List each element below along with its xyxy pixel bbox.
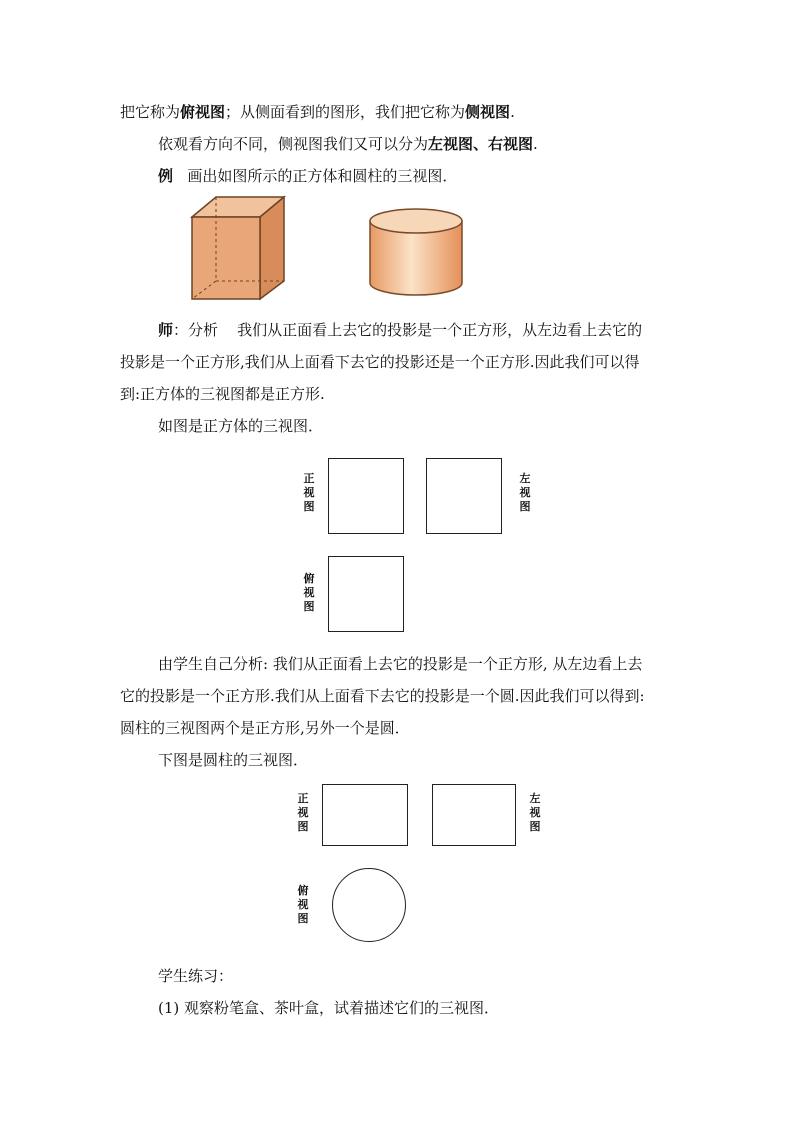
cube-drawing: [192, 197, 284, 299]
cylinder-drawing: [370, 209, 462, 295]
text-line-1: 把它称为俯视图；从侧面看到的图形，我们把它称为侧视图.: [120, 103, 515, 121]
practice-item-1: (1) 观察粉笔盒、茶叶盒，试着描述它们的三视图．: [158, 999, 500, 1017]
cube-left-view: [426, 458, 502, 534]
cylinder-top-view: [332, 868, 406, 942]
text-line-2: 依观看方向不同，侧视图我们又可以分为左视图、右视图.: [158, 135, 538, 153]
front-view-label: 正 视 图: [297, 792, 309, 833]
student-analysis-1: 由学生自己分析: 我们从正面看上去它的投影是一个正方形, 从左边看上去: [158, 655, 643, 673]
example-line: 例 画出如图所示的正方体和圆柱的三视图．: [158, 167, 458, 185]
student-analysis-2: 它的投影是一个正方形.我们从上面看下去它的投影是一个圆.因此我们可以得到:: [120, 687, 645, 705]
cube-top-view: [328, 556, 404, 632]
cube-views-caption: 如图是正方体的三视图．: [158, 417, 324, 435]
solids-figure: [186, 193, 466, 303]
analysis-line-1: 师：分析 我们从正面看上去它的投影是一个正方形，从左边看上去它的: [158, 321, 643, 339]
student-analysis-3: 圆柱的三视图两个是正方形,另外一个是圆．: [120, 719, 410, 737]
top-view-label: 俯 视 图: [297, 884, 309, 925]
cube-three-views: [300, 450, 550, 640]
analysis-line-2: 投影是一个正方形,我们从上面看下去它的投影还是一个正方形.因此我们可以得: [120, 353, 640, 371]
cylinder-three-views: [292, 778, 552, 958]
analysis-line-3: 到:正方体的三视图都是正方形.: [120, 385, 325, 403]
left-view-label: 左 视 图: [519, 472, 531, 513]
cylinder-views-caption: 下图是圆柱的三视图．: [158, 751, 309, 769]
front-view-label: 正 视 图: [303, 472, 315, 513]
cylinder-front-view: [322, 784, 408, 846]
left-view-label: 左 视 图: [529, 792, 541, 833]
cylinder-left-view: [432, 784, 516, 846]
practice-heading: 学生练习：: [158, 967, 234, 985]
top-view-label: 俯 视 图: [303, 572, 315, 613]
cube-front-view: [328, 458, 404, 534]
